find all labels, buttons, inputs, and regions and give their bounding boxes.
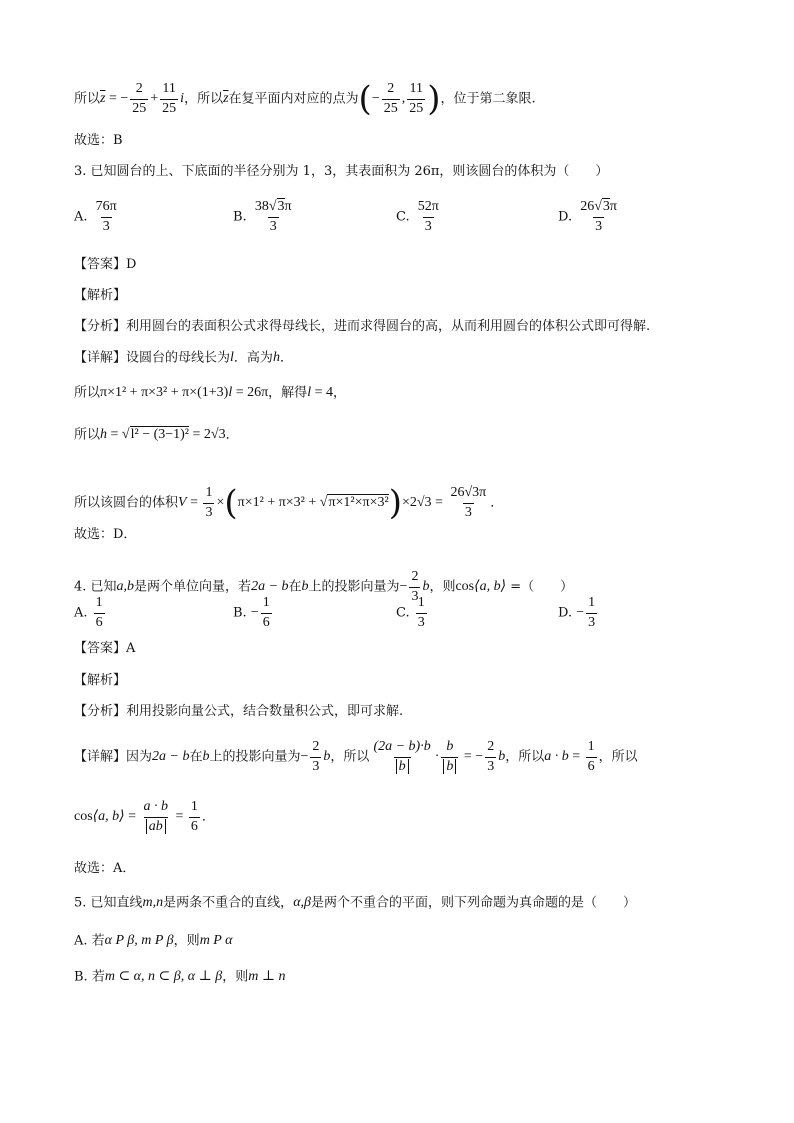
answer-tag: 【答案】 [74, 257, 127, 272]
analysis-text: 利用投影向量公式，结合数量积公式，即可求解. [126, 704, 404, 719]
text: 所以 [74, 91, 101, 107]
numerator: 1 [205, 485, 213, 500]
math: × [216, 495, 225, 511]
numerator: 1 [190, 799, 198, 814]
detail-tag: 【详解】 [74, 350, 127, 366]
denominator: 3 [205, 504, 213, 520]
math: = [107, 427, 122, 442]
denominator: 3 [424, 218, 432, 234]
z-bar: $\overline{z}$ [223, 91, 229, 107]
math: − [399, 579, 408, 595]
option-label: C. [396, 209, 410, 225]
q4-option-b [233, 596, 274, 630]
fraction [586, 596, 597, 630]
math: − [250, 605, 259, 621]
numerator: 1 [262, 595, 270, 610]
text: ，所以 [184, 91, 224, 107]
text: ． [490, 495, 504, 511]
math: + [150, 91, 159, 107]
numerator: (2a − b)·b [373, 739, 431, 754]
num-part: 38 [254, 199, 269, 214]
q4-detail-line-1 [74, 740, 638, 774]
radicand: π×1²×π×3² [328, 495, 389, 511]
fraction [485, 740, 496, 774]
planes-ab: α,β [293, 895, 312, 910]
numerator: 11 [162, 81, 176, 96]
q4-select: 故选：A． [74, 861, 136, 876]
lines-mn: m,n [142, 895, 164, 910]
result: m ⊥ n [248, 969, 286, 984]
denominator: 25 [162, 100, 177, 116]
math: = − [105, 91, 129, 107]
q3-option-a [74, 200, 121, 234]
q3-step-2: 所以h = √l² − (3−1)² = 2√3． [74, 427, 239, 443]
fraction [407, 82, 425, 116]
vector-b: b [422, 579, 430, 595]
radicand: 3 [602, 199, 610, 214]
fraction [578, 200, 619, 234]
cos: cos [455, 579, 475, 595]
var-l: l [228, 385, 233, 400]
vector-expr: 2a − b [251, 579, 289, 595]
analysis-tag: 【分析】 [74, 704, 127, 719]
num-part: π [284, 199, 292, 214]
denominator [394, 757, 411, 775]
vector-expr: 2a − b [152, 749, 190, 765]
radicand: 3 [277, 199, 285, 214]
text: 上的投影向量为 [308, 579, 400, 595]
condition: α P β, m P β [104, 933, 174, 948]
answer-select: 故选：B [74, 133, 123, 148]
fraction [310, 740, 321, 774]
math: = [172, 809, 187, 825]
numerator: 2 [411, 569, 419, 584]
q3-option-c [396, 200, 443, 234]
numerator: 76π [95, 199, 117, 214]
denominator: 3 [595, 218, 603, 234]
numerator: a · b [143, 799, 169, 814]
denominator [144, 817, 168, 835]
q3-option-d [558, 200, 621, 234]
numerator: 11 [409, 81, 423, 96]
q4-answer [74, 642, 135, 655]
q4-option-c [396, 596, 429, 630]
numerator: 2 [387, 81, 395, 96]
text: 是两个单位向量，若 [134, 579, 252, 595]
q3-answer [74, 258, 136, 271]
math: · [434, 749, 440, 765]
text: 4. 已知 [74, 579, 117, 595]
math: = − [460, 749, 484, 765]
numerator: 1 [588, 595, 596, 610]
angle: ⟨a, b⟩ [474, 579, 507, 595]
fraction [586, 740, 597, 774]
math: = [186, 495, 202, 511]
var-l: l [307, 385, 312, 400]
vector-b: b [498, 749, 506, 765]
numerator: 2 [312, 739, 320, 754]
num-part: 26 [580, 199, 595, 214]
denominator: 3 [588, 614, 596, 630]
denominator: 25 [132, 100, 147, 116]
abs-b: b [396, 759, 409, 774]
denominator: 6 [262, 614, 270, 630]
question-4-stem [74, 570, 573, 604]
num-part: π [609, 199, 617, 214]
text: ，所以 [598, 749, 638, 765]
text: 设圆台的母线长为 [126, 350, 231, 366]
question-5-stem [74, 896, 636, 910]
option-label: B. [233, 605, 247, 621]
text: 在 [288, 579, 302, 595]
denominator [441, 757, 458, 775]
vector-b: b [323, 749, 331, 765]
fraction [416, 596, 427, 630]
option-label: B. 若 [74, 969, 105, 985]
fraction [142, 800, 171, 834]
fraction [416, 200, 441, 234]
paren: ) [427, 78, 441, 119]
text: ．高为 [233, 350, 273, 366]
answer-value: D [126, 257, 137, 272]
fraction [94, 596, 105, 630]
q3-analysis [74, 320, 650, 333]
text: ，所以 [330, 749, 370, 765]
text: 所以该圆台的体积 [74, 495, 179, 511]
q4-detail-line-2 [74, 800, 215, 834]
detail-tag: 【详解】 [74, 749, 127, 765]
denominator: 3 [411, 588, 419, 604]
text: ，解得 [268, 385, 308, 401]
paren: ( [358, 78, 372, 119]
text: 在复平面内对应的点为 [228, 91, 359, 107]
text: ，位于第二象限. [440, 91, 536, 107]
fraction [448, 486, 488, 520]
radicand: l² − (3−1)² [130, 427, 190, 442]
fraction [371, 740, 432, 774]
question-3-stem: 3. 已知圆台的上、下底面的半径分别为 1，3，其表面积为 26π，则该圆台的体积为（ ） [74, 164, 609, 179]
q5-option-a [74, 934, 232, 948]
text: 在 [189, 749, 203, 765]
analysis-tag: 【分析】 [74, 319, 127, 334]
text: 是两个不重合的平面，则下列命题为真命题的是（ ） [311, 895, 637, 911]
option-label: C. [396, 605, 410, 621]
math: = 2√3 [189, 427, 226, 442]
q3-select: 故选：D． [74, 527, 137, 542]
q3-option-b [233, 200, 296, 234]
denominator: 3 [417, 614, 425, 630]
fraction [203, 486, 214, 520]
text: 上的投影向量为 [209, 749, 301, 765]
math: = 4 [311, 385, 333, 400]
q4-option-a [74, 596, 107, 630]
denominator: 6 [587, 758, 595, 774]
numerator: 26√3π [580, 199, 617, 214]
vector-b: b [202, 749, 210, 765]
numerator: 38√3π [254, 199, 292, 214]
var-l: l [230, 350, 234, 365]
math: = 26π [232, 385, 269, 400]
text: 因为 [126, 749, 153, 765]
z-bar: $\overline{z}$ [100, 91, 106, 107]
math: π×1² + π×3² + [237, 495, 320, 511]
imag-unit: i [180, 91, 185, 107]
math: = [124, 809, 140, 825]
fraction [130, 82, 148, 116]
numerator: 1 [95, 595, 103, 610]
result: m P α [199, 933, 233, 948]
denominator: 25 [383, 100, 398, 116]
q3-step-1 [74, 386, 346, 400]
math: − [300, 749, 309, 765]
denominator: 25 [409, 100, 424, 116]
q4-option-d [558, 596, 599, 630]
math: − [576, 605, 585, 621]
option-label: D. [558, 605, 573, 621]
denominator: 6 [190, 818, 198, 834]
math: ×2√3 = [401, 495, 447, 511]
vectors-ab: a,b [116, 579, 135, 595]
math: π×1² + π×3² + π×(1+3) [100, 385, 229, 400]
numerator: 52π [417, 199, 439, 214]
option-label: A. [74, 605, 88, 621]
condition: m ⊂ α, n ⊂ β, α ⊥ β [104, 969, 223, 984]
abs-ab: ab [146, 819, 166, 834]
option-label: A. [74, 209, 88, 225]
numerator: 26√3π [450, 485, 487, 500]
math: − [371, 91, 380, 107]
fraction [189, 800, 200, 834]
math: , [401, 91, 406, 107]
fraction [94, 200, 119, 234]
text: ，则 [173, 933, 200, 949]
text: 所以 [74, 427, 101, 443]
text: ，则 [429, 579, 456, 595]
answer-value: A [126, 641, 136, 656]
numerator: b [446, 739, 454, 754]
solution-line-conjugate [74, 78, 536, 119]
var-v: V [178, 495, 187, 511]
abs-b: b [443, 759, 456, 774]
denominator: 3 [464, 504, 472, 520]
denominator: 3 [269, 218, 277, 234]
cos: cos [74, 809, 93, 825]
text: ． [279, 350, 293, 366]
dot-product: a · b [544, 749, 569, 765]
option-label: B. [233, 209, 247, 225]
vector-b: b [301, 579, 309, 595]
q4-analysis [74, 705, 403, 718]
math: = [568, 749, 584, 765]
denominator: 3 [312, 758, 320, 774]
q5-option-b [74, 970, 286, 984]
text: 5. 已知直线 [74, 895, 143, 911]
numerator: 2 [135, 81, 143, 96]
fraction [253, 200, 294, 234]
option-label: D. [558, 209, 573, 225]
angle: ⟨a, b⟩ [92, 809, 125, 825]
fraction [441, 740, 458, 774]
text: ． [201, 809, 215, 825]
var-h: h [272, 350, 280, 365]
q3-step-3: 所以该圆台的体积V = $\frac{1}{3}$ ×(π×1² + π×3² + √π×1²×π×3²)×2√3 = $\frac{26√3\pi}{3}$ ． [74, 482, 504, 523]
fraction [261, 596, 272, 630]
answer-tag: 【答案】 [74, 641, 127, 656]
denominator: 3 [487, 758, 495, 774]
text: ． [225, 427, 239, 443]
q3-analysis-heading: 【解析】 [74, 288, 127, 303]
text: 所以 [74, 385, 101, 401]
numerator: 1 [417, 595, 425, 610]
analysis-text: 利用圆台的表面积公式求得母线长，进而求得圆台的高，从而利用圆台的体积公式即可得解. [126, 319, 651, 334]
text: ， [332, 385, 346, 401]
text: 是两条不重合的直线， [163, 895, 294, 911]
numerator: 2 [487, 739, 495, 754]
fraction [160, 82, 178, 116]
var-h: h [100, 427, 108, 442]
text: ，所以 [505, 749, 545, 765]
text: =（ ） [506, 579, 574, 595]
q4-analysis-heading: 【解析】 [74, 673, 127, 688]
denominator: 6 [95, 614, 103, 630]
q3-detail [74, 351, 293, 365]
option-label: A. 若 [74, 933, 105, 949]
numerator: 1 [587, 739, 595, 754]
fraction [382, 82, 400, 116]
text: ，则 [222, 969, 249, 985]
denominator: 3 [102, 218, 110, 234]
